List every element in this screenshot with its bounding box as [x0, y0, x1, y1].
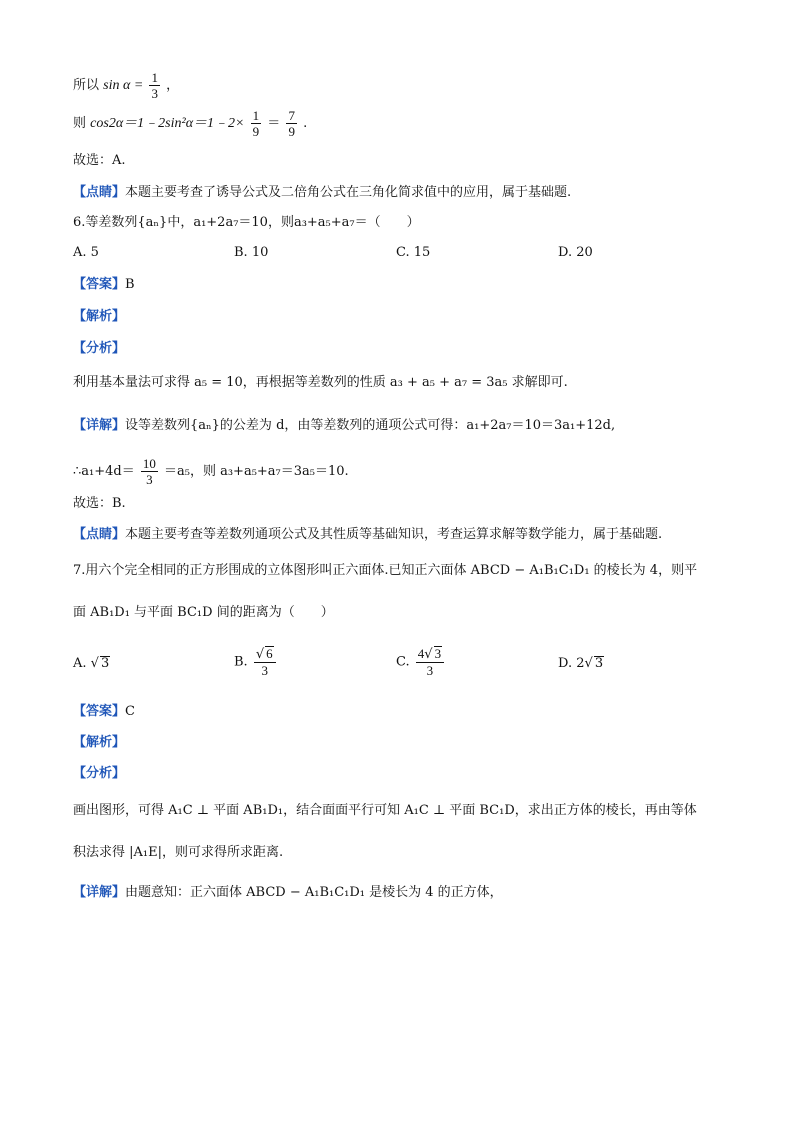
sqrt-icon: √ — [584, 656, 593, 671]
q5-line2-prefix: 则 — [73, 116, 87, 131]
q7-fenxi-tag — [73, 765, 125, 783]
detail-text: 设等差数列{aₙ}的公差为 d，由等差数列的通项公式可得：a₁+2a₇＝10＝3a₁+12d, — [125, 418, 616, 433]
q5-line-sin — [73, 70, 179, 101]
frac-num: 10 — [142, 456, 156, 471]
q5-line-cos — [73, 108, 307, 139]
option-label: B. — [234, 654, 248, 670]
frac-num: 1 — [252, 108, 260, 123]
frac-den: 3 — [151, 86, 158, 101]
comment-text: 本题主要考查了诱导公式及二倍角公式在三角化简求值中的应用，属于基础题. — [125, 185, 572, 200]
q5-line1-suffix: ， — [166, 78, 180, 93]
answer-tag: 【答案】 — [73, 704, 126, 719]
fenxi-tag: 【分析】 — [73, 341, 126, 356]
frac-num — [254, 646, 276, 663]
q7-fenxi-text-1: 画出图形，可得 A₁C ⊥ 平面 AB₁D₁，结合面面平行可知 A₁C ⊥ 平面 BC₁D，求出正方体的棱长，再由等体 — [73, 803, 697, 818]
q7-option-b — [234, 646, 278, 678]
q5-frac-1-9 — [251, 108, 262, 139]
q6-option-d: D. 20 — [558, 245, 593, 260]
fenxi-tag: 【分析】 — [73, 766, 126, 781]
coef: 2 — [576, 656, 585, 671]
frac-num: 1 — [151, 70, 158, 85]
q6-analysis-tag — [73, 308, 125, 326]
q7-stem-line2: 面 AB₁D₁ 与平面 BC₁D 间的距离为（ ） — [73, 605, 334, 620]
q5-frac-1-3 — [149, 70, 160, 101]
frac-den: 9 — [288, 124, 295, 139]
q5-frac-7-9 — [286, 108, 297, 139]
detail-tag: 【详解】 — [73, 418, 126, 433]
option-label: C. — [396, 654, 410, 670]
comment-text: 本题主要考查等差数列通项公式及其性质等基础知识，考查运算求解等数学能力，属于基础题. — [125, 527, 663, 542]
q5-choice: 故选：A. — [73, 153, 126, 168]
q7-answer — [73, 703, 135, 721]
q6-frac-10-3 — [141, 456, 158, 487]
q6-choice: 故选：B. — [73, 496, 126, 511]
option-label: D. — [558, 656, 573, 671]
frac-den: 3 — [146, 472, 153, 487]
q7-detail — [73, 884, 503, 902]
radicand: 6 — [266, 646, 273, 661]
q5-eq: ＝ — [267, 116, 281, 131]
radicand: 3 — [434, 646, 442, 661]
q5-cos-expr: cos2α＝1﹣2sin²α＝1﹣2× — [90, 116, 245, 131]
q6-fenxi-text: 利用基本量法可求得 a₅ = 10，再根据等差数列的性质 a₃ + a₅ + a₇ = 3a₅ 求解即可. — [73, 375, 568, 390]
sqrt-icon: √ — [90, 656, 99, 671]
q7-c-frac — [416, 646, 444, 678]
frac-num: 7 — [288, 108, 295, 123]
detail2-prefix: ∴a₁+4d＝ — [73, 464, 135, 479]
q7-stem-line1: 7.用六个完全相同的正方形围成的立体图形叫正六面体.已知正六面体 ABCD − A₁B₁C₁D₁ 的棱长为 4，则平 — [73, 563, 698, 578]
detail2-suffix: ＝a₅，则 a₃+a₅+a₇＝3a₅＝10. — [164, 464, 349, 479]
q6-option-c: C. 15 — [396, 245, 431, 260]
sqrt-icon: √ — [424, 647, 433, 662]
q7-fenxi-text-2: 积法求得 |A₁E|，则可求得所求距离. — [73, 845, 284, 860]
q6-option-b: B. 10 — [234, 245, 269, 260]
radicand: 3 — [594, 656, 604, 671]
answer-value: B — [125, 277, 135, 292]
frac-den: 3 — [426, 663, 434, 678]
analysis-tag: 【解析】 — [73, 309, 126, 324]
q5-line1-prefix: 所以 — [73, 78, 100, 93]
q6-stem: 6.等差数列{aₙ}中，a₁+2a₇＝10，则a₃+a₅+a₇＝（ ） — [73, 215, 420, 230]
q7-b-frac — [254, 646, 276, 678]
q7-option-a — [73, 655, 110, 673]
q7-option-c — [396, 646, 446, 678]
frac-den: 9 — [252, 124, 260, 139]
q6-answer — [73, 276, 135, 294]
q6-option-a: A. 5 — [73, 245, 99, 260]
coef: 4 — [417, 646, 425, 661]
q5-sin-lhs: sin α = — [103, 78, 144, 93]
frac-den: 3 — [261, 663, 268, 678]
frac-num — [416, 646, 444, 663]
q7-analysis-tag — [73, 734, 125, 752]
q6-fenxi-tag — [73, 340, 125, 358]
sqrt-icon: √ — [255, 647, 265, 662]
q5-end: . — [303, 116, 308, 131]
detail-text: 由题意知：正六面体 ABCD − A₁B₁C₁D₁ 是棱长为 4 的正方体， — [125, 885, 503, 900]
q6-comment — [73, 526, 662, 544]
comment-tag: 【点睛】 — [73, 527, 126, 542]
q7-option-d — [558, 655, 604, 673]
answer-value: C — [125, 704, 135, 719]
option-label: A. — [73, 656, 87, 671]
q6-detail — [73, 417, 615, 435]
q6-detail-2 — [73, 456, 349, 487]
q5-comment — [73, 184, 571, 202]
detail-tag: 【详解】 — [73, 885, 126, 900]
analysis-tag: 【解析】 — [73, 735, 126, 750]
radicand: 3 — [100, 656, 110, 671]
comment-tag: 【点睛】 — [73, 185, 126, 200]
answer-tag: 【答案】 — [73, 277, 126, 292]
